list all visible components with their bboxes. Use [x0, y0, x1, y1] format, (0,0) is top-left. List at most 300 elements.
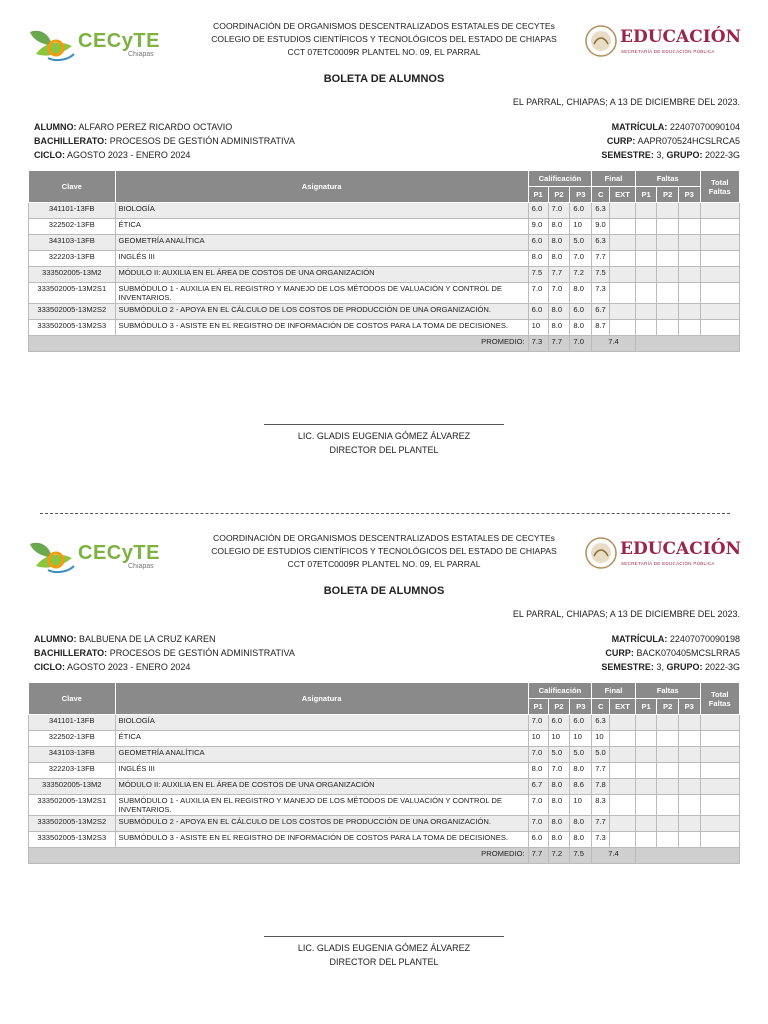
bachillerato-value: PROCESOS DE GESTIÓN ADMINISTRATIVA	[109, 136, 295, 146]
cell-empty	[678, 779, 700, 795]
table-row	[29, 304, 740, 320]
cell-p1: 7.0	[528, 715, 548, 731]
cell-p2: 8.0	[548, 795, 570, 816]
cell-empty	[635, 816, 657, 832]
cell-p2: 7.0	[548, 283, 570, 304]
cell-p2: 10	[548, 731, 570, 747]
col-faltas-p1: P1	[635, 699, 657, 715]
label-grupo: GRUPO:	[666, 662, 703, 672]
cell-empty	[700, 267, 739, 283]
student-info-right: MATRÍCULA: 22407070090104 CURP: AAPR070524HCSLRCA5 SEMESTRE: 3, GRUPO: 2022-3G	[601, 122, 740, 160]
cell-p1: 7.0	[528, 747, 548, 763]
cell-empty	[678, 320, 700, 336]
table-row	[29, 731, 740, 747]
cecyte-logo-sub: Chiapas	[128, 51, 154, 58]
cell-empty	[657, 235, 679, 251]
cell-empty	[635, 832, 657, 848]
cecyte-logo-text: CECyTE	[78, 542, 160, 564]
cell-asignatura: SUBMÓDULO 2 - APOYA EN EL CÁLCULO DE LOS COSTOS DE PRODUCCIÓN DE UNA ORGANIZACIÓN.	[115, 816, 528, 832]
cell-empty	[700, 235, 739, 251]
header-line-1: COORDINACIÓN DE ORGANISMOS DESCENTRALIZADOS ESTATALES DE CECYTEs	[213, 533, 555, 543]
col-clave: Clave	[29, 171, 116, 203]
cell-empty	[657, 795, 679, 816]
document-title: BOLETA DE ALUMNOS	[323, 73, 445, 85]
matricula-value: 22407070090198	[669, 634, 740, 644]
cell-p1: 10	[528, 320, 548, 336]
educacion-logo	[584, 536, 744, 576]
cell-p1: 7.0	[528, 795, 548, 816]
cell-empty	[678, 816, 700, 832]
cell-clave: 343103-13FB	[29, 235, 116, 251]
table-row	[29, 715, 740, 731]
cell-empty	[700, 763, 739, 779]
promedio-c: 7.4	[592, 336, 636, 352]
cell-empty	[610, 251, 636, 267]
header-line-2: COLEGIO DE ESTUDIOS CIENTÍFICOS Y TECNOLÓGICOS DEL ESTADO DE CHIAPAS	[211, 34, 557, 44]
table-row	[29, 747, 740, 763]
promedio-c: 7.4	[592, 848, 636, 864]
signature-block	[264, 424, 504, 457]
cecyte-logo	[26, 24, 166, 64]
table-row	[29, 219, 740, 235]
promedio-p1: 7.7	[528, 848, 548, 864]
ciclo-value: AGOSTO 2023 - ENERO 2024	[67, 150, 191, 160]
cell-empty	[635, 251, 657, 267]
cell-empty	[657, 320, 679, 336]
signature-role: DIRECTOR DEL PLANTEL	[329, 957, 439, 967]
cell-c: 10	[592, 731, 610, 747]
cell-clave: 333502005-13M2S1	[29, 283, 116, 304]
cell-c: 9.0	[592, 219, 610, 235]
cell-empty	[635, 795, 657, 816]
semestre-value: 3	[656, 150, 662, 160]
col-calificacion: Calificación	[528, 171, 592, 187]
grupo-value: 2022-3G	[704, 662, 740, 672]
cell-empty	[700, 283, 739, 304]
matricula-value: 22407070090104	[669, 122, 740, 132]
cell-clave: 333502005-13M2S2	[29, 816, 116, 832]
col-ext: EXT	[610, 187, 636, 203]
cell-empty	[610, 304, 636, 320]
label-bachillerato: BACHILLERATO:	[34, 136, 108, 146]
place-date: EL PARRAL, CHIAPAS; A 13 DE DICIEMBRE DEL 2023.	[512, 97, 740, 107]
cell-empty	[635, 203, 657, 219]
cell-p3: 8.0	[570, 283, 592, 304]
seal-icon	[584, 24, 618, 58]
cecyte-logo-text: CECyTE	[78, 30, 160, 52]
cell-empty	[700, 251, 739, 267]
cell-empty	[635, 336, 739, 352]
cell-empty	[635, 304, 657, 320]
alumno-value: ALFARO PEREZ RICARDO OCTAVIO	[78, 122, 233, 132]
cell-p3: 6.0	[570, 715, 592, 731]
cell-empty	[610, 203, 636, 219]
cell-empty	[700, 747, 739, 763]
ciclo-value: AGOSTO 2023 - ENERO 2024	[67, 662, 191, 672]
promedio-p2: 7.7	[548, 336, 570, 352]
cell-empty	[610, 795, 636, 816]
grades-table	[28, 170, 740, 352]
cell-c: 6.7	[592, 304, 610, 320]
cell-p3: 5.0	[570, 747, 592, 763]
cell-clave: 341101-13FB	[29, 715, 116, 731]
cecyte-logo	[26, 536, 166, 576]
cell-p2: 6.0	[548, 715, 570, 731]
cell-p2: 8.0	[548, 816, 570, 832]
cell-empty	[700, 304, 739, 320]
col-c: C	[592, 699, 610, 715]
cell-asignatura: SUBMÓDULO 3 - ASISTE EN EL REGISTRO DE INFORMACIÓN DE COSTOS PARA LA TOMA DE DECISIONES.	[115, 832, 528, 848]
cell-empty	[635, 763, 657, 779]
cell-c: 6.3	[592, 715, 610, 731]
cell-asignatura: INGLÉS III	[115, 251, 528, 267]
col-faltas: Faltas	[635, 171, 700, 187]
cell-empty	[610, 747, 636, 763]
cell-p1: 9.0	[528, 219, 548, 235]
cell-c: 7.3	[592, 832, 610, 848]
cell-clave: 333502005-13M2	[29, 267, 116, 283]
table-row	[29, 763, 740, 779]
col-faltas-p2: P2	[657, 699, 679, 715]
place-date: EL PARRAL, CHIAPAS; A 13 DE DICIEMBRE DEL 2023.	[512, 609, 740, 619]
col-p3: P3	[570, 699, 592, 715]
label-alumno: ALUMNO:	[34, 122, 77, 132]
cell-p3: 8.0	[570, 816, 592, 832]
cell-empty	[678, 283, 700, 304]
cell-empty	[610, 731, 636, 747]
cell-c: 6.3	[592, 203, 610, 219]
cell-asignatura: SUBMÓDULO 1 - AUXILIA EN EL REGISTRO Y MANEJO DE LOS MÉTODOS DE VALUACIÓN Y CONTROL DE INVENTARIOS.	[115, 283, 528, 304]
cell-empty	[657, 304, 679, 320]
educacion-logo-sub: SECRETARÍA DE EDUCACIÓN PÚBLICA	[621, 561, 715, 566]
cell-empty	[657, 779, 679, 795]
cell-empty	[610, 715, 636, 731]
promedio-p3: 7.0	[570, 336, 592, 352]
cell-empty	[657, 203, 679, 219]
col-p2: P2	[548, 699, 570, 715]
cell-empty	[657, 731, 679, 747]
cell-empty	[657, 715, 679, 731]
cell-p1: 7.5	[528, 267, 548, 283]
col-ext: EXT	[610, 699, 636, 715]
educacion-logo-sub: SECRETARÍA DE EDUCACIÓN PÚBLICA	[621, 49, 715, 54]
cell-empty	[635, 219, 657, 235]
cell-empty	[610, 763, 636, 779]
cell-empty	[657, 747, 679, 763]
col-clave: Clave	[29, 683, 116, 715]
cell-p1: 6.0	[528, 304, 548, 320]
cecyte-leaf-icon	[26, 536, 78, 576]
cell-asignatura: SUBMÓDULO 2 - APOYA EN EL CÁLCULO DE LOS COSTOS DE PRODUCCIÓN DE UNA ORGANIZACIÓN.	[115, 304, 528, 320]
promedio-p1: 7.3	[528, 336, 548, 352]
cell-empty	[635, 715, 657, 731]
cell-asignatura: ÉTICA	[115, 731, 528, 747]
educacion-logo	[584, 24, 744, 64]
cell-empty	[678, 304, 700, 320]
cell-c: 7.7	[592, 816, 610, 832]
cell-p3: 8.6	[570, 779, 592, 795]
label-alumno: ALUMNO:	[34, 634, 77, 644]
cell-clave: 343103-13FB	[29, 747, 116, 763]
cell-c: 8.3	[592, 795, 610, 816]
cell-p3: 8.0	[570, 832, 592, 848]
cell-c: 7.3	[592, 283, 610, 304]
cell-empty	[610, 779, 636, 795]
cell-asignatura: BIOLOGÍA	[115, 203, 528, 219]
promedio-p3: 7.5	[570, 848, 592, 864]
cell-c: 7.7	[592, 763, 610, 779]
cell-p1: 6.0	[528, 203, 548, 219]
cell-p1: 8.0	[528, 763, 548, 779]
cell-p1: 7.0	[528, 816, 548, 832]
cell-empty	[635, 779, 657, 795]
cell-clave: 322203-13FB	[29, 763, 116, 779]
cell-empty	[635, 267, 657, 283]
signature-name: LIC. GLADIS EUGENIA GÓMEZ ÁLVAREZ	[297, 943, 471, 953]
cell-empty	[635, 283, 657, 304]
label-ciclo: CICLO:	[34, 150, 65, 160]
col-faltas: Faltas	[635, 683, 700, 699]
header-line-2: COLEGIO DE ESTUDIOS CIENTÍFICOS Y TECNOLÓGICOS DEL ESTADO DE CHIAPAS	[211, 546, 557, 556]
cell-empty	[700, 715, 739, 731]
cell-p3: 7.2	[570, 267, 592, 283]
cell-empty	[657, 283, 679, 304]
cell-p2: 8.0	[548, 235, 570, 251]
cell-p3: 10	[570, 795, 592, 816]
document-title: BOLETA DE ALUMNOS	[323, 585, 445, 597]
col-faltas-p1: P1	[635, 187, 657, 203]
header-line-1: COORDINACIÓN DE ORGANISMOS DESCENTRALIZADOS ESTATALES DE CECYTEs	[213, 21, 555, 31]
cell-empty	[657, 832, 679, 848]
cell-c: 6.3	[592, 235, 610, 251]
col-asignatura: Asignatura	[115, 683, 528, 715]
cell-empty	[657, 816, 679, 832]
table-row	[29, 795, 740, 816]
cell-p2: 8.0	[548, 832, 570, 848]
label-ciclo: CICLO:	[34, 662, 65, 672]
cell-clave: 322502-13FB	[29, 731, 116, 747]
table-row	[29, 203, 740, 219]
cell-p3: 7.0	[570, 251, 592, 267]
cell-asignatura: MÓDULO II: AUXILIA EN EL ÁREA DE COSTOS DE UNA ORGANIZACIÓN	[115, 779, 528, 795]
table-row	[29, 816, 740, 832]
cell-empty	[678, 251, 700, 267]
cell-empty	[610, 283, 636, 304]
cell-empty	[610, 832, 636, 848]
cell-empty	[678, 203, 700, 219]
cell-empty	[657, 251, 679, 267]
educacion-logo-text: EDUCACIÓN	[620, 27, 742, 47]
col-faltas-p3: P3	[678, 187, 700, 203]
grades-table	[28, 682, 740, 864]
cell-asignatura: INGLÉS III	[115, 763, 528, 779]
cell-p1: 6.0	[528, 235, 548, 251]
col-p2: P2	[548, 187, 570, 203]
col-p1: P1	[528, 187, 548, 203]
cell-c: 7.5	[592, 267, 610, 283]
table-row	[29, 779, 740, 795]
cell-empty	[610, 235, 636, 251]
cell-asignatura: SUBMÓDULO 1 - AUXILIA EN EL REGISTRO Y MANEJO DE LOS MÉTODOS DE VALUACIÓN Y CONTROL DE INVENTARIOS.	[115, 795, 528, 816]
promedio-p2: 7.2	[548, 848, 570, 864]
cecyte-leaf-icon	[26, 24, 78, 64]
label-curp: CURP:	[606, 136, 636, 146]
cut-line	[40, 513, 730, 514]
cell-asignatura: GEOMETRÍA ANALÍTICA	[115, 235, 528, 251]
col-asignatura: Asignatura	[115, 171, 528, 203]
cell-clave: 322203-13FB	[29, 251, 116, 267]
table-row	[29, 267, 740, 283]
label-semestre: SEMESTRE:	[601, 150, 654, 160]
table-row	[29, 251, 740, 267]
student-info-left	[34, 120, 295, 162]
cell-p3: 10	[570, 731, 592, 747]
table-row	[29, 832, 740, 848]
label-matricula: MATRÍCULA:	[611, 634, 668, 644]
cell-empty	[635, 747, 657, 763]
header-line-3: CCT 07ETC0009R PLANTEL NO. 09, EL PARRAL	[287, 559, 481, 569]
cell-c: 8.7	[592, 320, 610, 336]
cell-empty	[657, 763, 679, 779]
cell-empty	[635, 235, 657, 251]
boleta	[0, 0, 768, 500]
cell-empty	[678, 219, 700, 235]
signature-role: DIRECTOR DEL PLANTEL	[329, 445, 439, 455]
cell-p2: 7.0	[548, 763, 570, 779]
table-row	[29, 283, 740, 304]
cell-c: 7.8	[592, 779, 610, 795]
cell-asignatura: MÓDULO II: AUXILIA EN EL ÁREA DE COSTOS DE UNA ORGANIZACIÓN	[115, 267, 528, 283]
cell-empty	[635, 731, 657, 747]
grupo-value: 2022-3G	[704, 150, 740, 160]
cell-clave: 333502005-13M2S3	[29, 832, 116, 848]
student-info-left	[34, 632, 295, 674]
promedio-row	[29, 336, 740, 352]
cell-asignatura: GEOMETRÍA ANALÍTICA	[115, 747, 528, 763]
cell-p2: 8.0	[548, 320, 570, 336]
header	[0, 532, 768, 582]
cell-p1: 6.7	[528, 779, 548, 795]
col-c: C	[592, 187, 610, 203]
col-p3: P3	[570, 187, 592, 203]
cell-empty	[610, 320, 636, 336]
col-final: Final	[592, 171, 636, 187]
header-institution	[200, 532, 568, 571]
cell-empty	[700, 203, 739, 219]
label-grupo: GRUPO:	[666, 150, 703, 160]
cell-p2: 8.0	[548, 251, 570, 267]
cell-empty	[700, 832, 739, 848]
signature-block	[264, 936, 504, 969]
cell-p2: 8.0	[548, 304, 570, 320]
cell-clave: 333502005-13M2S2	[29, 304, 116, 320]
cell-empty	[700, 779, 739, 795]
cell-p2: 8.0	[548, 779, 570, 795]
student-info-right: MATRÍCULA: 22407070090198 CURP: BACK070405MCSLRRA5 SEMESTRE: 3, GRUPO: 2022-3G	[601, 634, 740, 672]
signature-line	[264, 424, 504, 425]
cell-p1: 7.0	[528, 283, 548, 304]
label-matricula: MATRÍCULA:	[611, 122, 668, 132]
cell-empty	[610, 219, 636, 235]
cecyte-logo-sub: Chiapas	[128, 563, 154, 570]
cell-p2: 7.7	[548, 267, 570, 283]
promedio-row	[29, 848, 740, 864]
cell-empty	[678, 267, 700, 283]
cell-empty	[700, 219, 739, 235]
cell-empty	[700, 816, 739, 832]
cell-empty	[610, 816, 636, 832]
cell-clave: 333502005-13M2S1	[29, 795, 116, 816]
cell-c: 5.0	[592, 747, 610, 763]
alumno-value: BALBUENA DE LA CRUZ KAREN	[79, 634, 216, 644]
cell-p3: 10	[570, 219, 592, 235]
col-calificacion: Calificación	[528, 683, 592, 699]
curp-value: BACK070405MCSLRRA5	[636, 648, 740, 658]
table-row	[29, 320, 740, 336]
cell-empty	[610, 267, 636, 283]
cell-clave: 333502005-13M2	[29, 779, 116, 795]
bachillerato-value: PROCESOS DE GESTIÓN ADMINISTRATIVA	[109, 648, 295, 658]
cell-p3: 5.0	[570, 235, 592, 251]
table-row	[29, 235, 740, 251]
cell-empty	[635, 848, 739, 864]
col-p1: P1	[528, 699, 548, 715]
cell-empty	[700, 731, 739, 747]
cell-p3: 8.0	[570, 320, 592, 336]
cell-clave: 322502-13FB	[29, 219, 116, 235]
educacion-logo-text: EDUCACIÓN	[620, 539, 742, 559]
cell-empty	[657, 219, 679, 235]
cell-p2: 7.0	[548, 203, 570, 219]
cell-empty	[678, 832, 700, 848]
cell-empty	[678, 795, 700, 816]
cell-empty	[678, 747, 700, 763]
cell-empty	[635, 320, 657, 336]
col-faltas-p3: P3	[678, 699, 700, 715]
cell-empty	[657, 267, 679, 283]
cell-asignatura: BIOLOGÍA	[115, 715, 528, 731]
header-institution	[200, 20, 568, 59]
cell-p1: 8.0	[528, 251, 548, 267]
cell-empty	[700, 320, 739, 336]
label-curp: CURP:	[605, 648, 634, 658]
cell-empty	[700, 795, 739, 816]
cell-p2: 5.0	[548, 747, 570, 763]
cell-clave: 333502005-13M2S3	[29, 320, 116, 336]
label-bachillerato: BACHILLERATO:	[34, 648, 108, 658]
cell-asignatura: SUBMÓDULO 3 - ASISTE EN EL REGISTRO DE INFORMACIÓN DE COSTOS PARA LA TOMA DE DECISIONES.	[115, 320, 528, 336]
cell-empty	[678, 731, 700, 747]
cell-clave: 341101-13FB	[29, 203, 116, 219]
col-total-faltas: Total Faltas	[700, 171, 739, 203]
seal-icon	[584, 536, 618, 570]
col-faltas-p2: P2	[657, 187, 679, 203]
cell-c: 7.7	[592, 251, 610, 267]
cell-p3: 6.0	[570, 203, 592, 219]
col-total-faltas: Total Faltas	[700, 683, 739, 715]
header	[0, 20, 768, 70]
cell-empty	[678, 763, 700, 779]
cell-p3: 6.0	[570, 304, 592, 320]
cell-empty	[678, 715, 700, 731]
promedio-label: PROMEDIO:	[29, 848, 529, 864]
cell-p2: 8.0	[548, 219, 570, 235]
cell-p1: 6.0	[528, 832, 548, 848]
cell-p1: 10	[528, 731, 548, 747]
col-final: Final	[592, 683, 636, 699]
header-line-3: CCT 07ETC0009R PLANTEL NO. 09, EL PARRAL	[287, 47, 481, 57]
curp-value: AAPR070524HCSLRCA5	[637, 136, 740, 146]
